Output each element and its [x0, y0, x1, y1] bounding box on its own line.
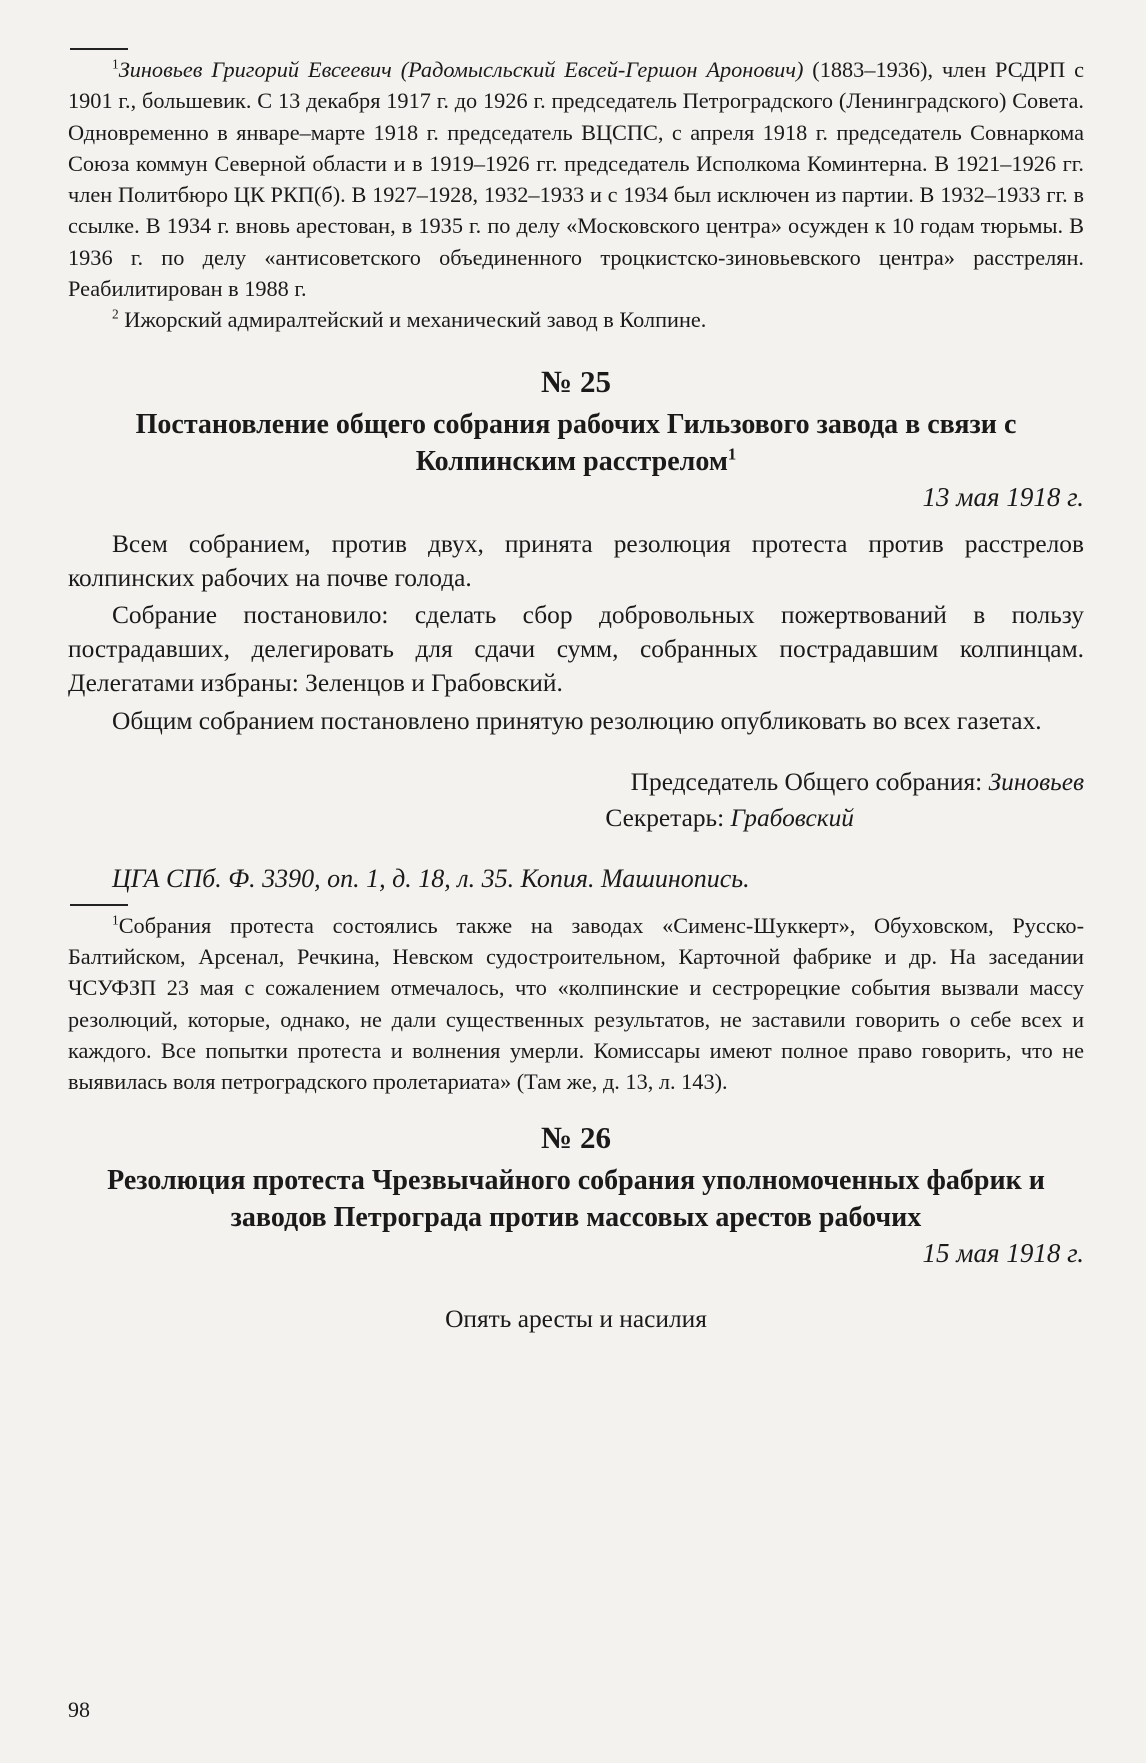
- footnote-izhora: [68, 304, 1084, 335]
- chair-label: Председатель Общего собрания:: [630, 767, 989, 796]
- doc25-paragraph: Общим собранием постановлено принятую резолюцию опубликовать во всех газетах.: [112, 706, 1042, 735]
- footnotes-top: [68, 54, 1084, 336]
- chair-name: Зиновьев: [988, 767, 1084, 796]
- footnote-separator: [70, 48, 128, 50]
- footnote-marker: 1: [112, 56, 119, 72]
- doc25-title: [68, 406, 1084, 480]
- doc25-title-footnote-marker: 1: [727, 444, 737, 464]
- footnote-text: (1883–1936), член РСДРП с 1901 г., большевик. С 13 декабря 1917 г. до 1926 г. председатель Петроградского (Ленинградского) Совета. Одновременно в январе–марте 1918 г. председатель ВЦСПС, с апреля 1918 г. председатель Совнаркома Союза коммун Северной области и в 1919–1926 гг. председатель Исполкома Коминтерна. В 1921–1926 гг. член Политбюро ЦК РКП(б). В 1927–1928, 1932–1933 и с 1934 был исключен из партии. В 1932–1933 гг. в ссылке. В 1934 г. вновь арестован, в 1935 г. по делу «Московского центра» осужден к 10 годам тюрьмы. В 1936 г. по делу «антисоветского объединенного троцкистско-зиновьевского центра» расстрелян. Реабилитирован в 1988 г.: [68, 57, 1084, 302]
- footnote-text: Собрания протеста состоялись также на заводах «Сименс-Шуккерт», Обуховском, Русско-Балтийском, Арсенал, Речкина, Невском судостроительном, Карточной фабрике и др. На заседании ЧСУФЗП 23 мая с сожалением отмечалось, что «колпинские и сестрорецкие события вызвали массу резолюций, которые, однако, не дали существенных результатов, не заставили говорить о себе всех и каждого. Все попытки протеста и волнения умерли. Комиссары имеют полное право говорить, что не выявилась воля петроградского пролетариата» (Там же, д. 13, л. 143).: [68, 912, 1084, 1095]
- page-number: 98: [68, 1697, 90, 1722]
- doc26-number: № 26: [541, 1119, 611, 1155]
- doc26-opening-line: Опять аресты и насилия: [445, 1304, 707, 1333]
- footnote-separator: [70, 904, 128, 906]
- doc25-paragraph: Всем собранием, против двух, принята резолюция протеста против расстрелов колпинских рабочих на почве голода.: [68, 529, 1084, 592]
- secretary-label: Секретарь:: [605, 803, 731, 832]
- doc26-date: 15 мая 1918 г.: [922, 1237, 1084, 1268]
- footnote-marker: 2: [112, 306, 119, 322]
- doc25-archive-reference: ЦГА СПб. Ф. 3390, оп. 1, д. 18, л. 35. Копия. Машинопись.: [112, 863, 750, 893]
- secretary-name: Грабовский: [730, 803, 854, 832]
- doc25-body: [68, 527, 1084, 738]
- footnote-text: Ижорский адмиралтейский и механический завод в Колпине.: [124, 307, 707, 333]
- doc25-date: 13 мая 1918 г.: [922, 481, 1084, 512]
- chair-signature: [68, 764, 1084, 800]
- footnote-author: Зиновьев Григорий Евсеевич (Радомысльский Евсей-Гершон Аронович): [118, 57, 804, 82]
- doc25-number: № 25: [541, 363, 611, 399]
- doc25-signatures: [68, 764, 1084, 836]
- doc25-title-text: Постановление общего собрания рабочих Гильзового завода в связи с Колпинским расстрелом: [135, 408, 1017, 477]
- footnote-protest-meetings: [68, 910, 1084, 1098]
- doc26-title: Резолюция протеста Чрезвычайного собрания уполномоченных фабрик и заводов Петрограда против массовых арестов рабочих: [107, 1164, 1045, 1233]
- footnote-marker: 1: [112, 912, 119, 928]
- doc25-paragraph: Собрание постановило: сделать сбор добровольных пожертвований в пользу пострадавших, делегировать для сдачи сумм, собранных пострадавшим колпинцам. Делегатами избраны: Зеленцов и Грабовский.: [68, 601, 1084, 698]
- secretary-signature: [68, 800, 854, 836]
- doc25-footnote: [68, 910, 1084, 1098]
- footnote-zinoviev: [68, 54, 1084, 304]
